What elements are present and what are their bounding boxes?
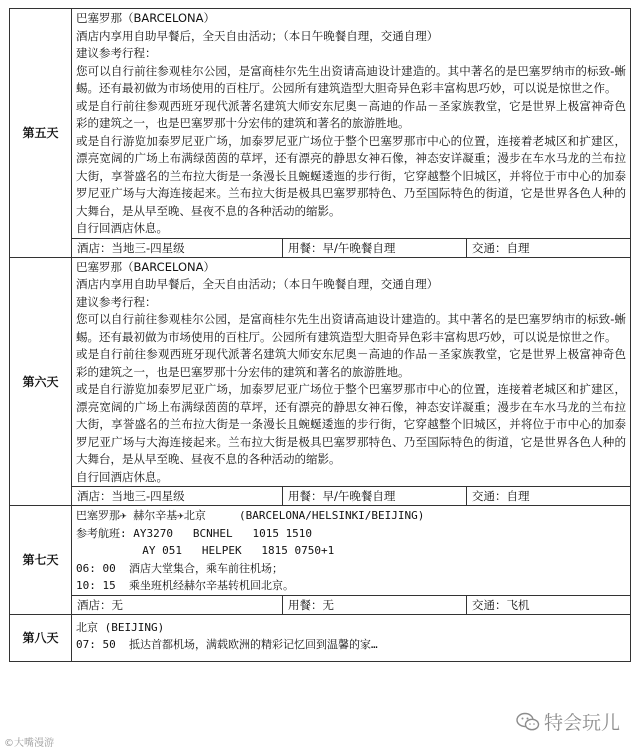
day-description — [72, 9, 630, 238]
meal-info: 用餐：早/午晚餐自理 — [283, 487, 467, 505]
day-content-cell — [72, 9, 631, 258]
itinerary-paragraph: 您可以自行前往参观桂尔公园，是富商桂尔先生出资请高迪设计建造的。其中著名的是巴塞罗纳市的标致-蜥蜴。还有最初做为市场使用的百柱厅。公园所有建筑造型大胆奇异色彩丰富构思巧妙，可以说是惊世之作。 — [76, 63, 626, 95]
itinerary-line: 酒店内享用自助早餐后，全天自由活动；（本日午晚餐自理，交通自理） — [76, 277, 439, 291]
day-label: 第五天 — [10, 9, 72, 258]
flight-line: 参考航班: AY3270 BCNHEL 1015 1510 — [76, 526, 313, 540]
day-description — [72, 506, 630, 595]
watermark-text-right: 特会玩儿 — [544, 712, 621, 734]
day-content-cell — [72, 257, 631, 506]
day-description — [72, 258, 630, 487]
itinerary-paragraph: 或是自行游览加泰罗尼亚广场，加泰罗尼亚广场位于整个巴塞罗那市中心的位置，连接着老城区和扩建区，漂亮宽阔的广场上布满绿茵茵的草坪，还有漂亮的静思女神石像，神态安详凝重；漫步在车水马龙的兰布拉大街，享誉盛名的兰布拉大街是一条漫长且蜿蜒逶迤的步行街，它穿越整个旧城区，并将位于市中心的加泰罗尼亚广场与大海连接起来。兰布拉大街是极具巴塞罗那特色、乃至国际特色的街道，它是世界各色人种的大舞台，是从早至晚、昼夜不息的各种活动的缩影。 — [76, 133, 626, 218]
day-row — [10, 257, 631, 506]
schedule-line: 06: 00 酒店大堂集合，乘车前往机场； — [76, 561, 283, 575]
destination-title: 巴塞罗那（BARCELONA） — [76, 259, 215, 274]
itinerary-line: 酒店内享用自助早餐后，全天自由活动；（本日午晚餐自理，交通自理） — [76, 28, 439, 43]
day-label: 第八天 — [10, 614, 72, 661]
hotel-info: 酒店：当地三-四星级 — [72, 239, 283, 257]
watermark-text-left: ©大嘴漫游 — [4, 738, 54, 749]
day-footer — [72, 238, 630, 257]
transport-info: 交通：自理 — [472, 489, 530, 503]
schedule-line: 07: 50 抵达首都机场，满载欧洲的精彩记忆回到温馨的家… — [76, 638, 378, 651]
route-title: 巴塞罗那✈ 赫尔辛基✈北京 (BARCELONA/HELSINKI/BEIJING) — [76, 509, 425, 522]
day-content-cell — [72, 506, 631, 615]
day-description — [72, 615, 630, 654]
day-content-cell — [72, 614, 631, 661]
destination-title: 巴塞罗那（BARCELONA） — [76, 11, 215, 25]
day-footer — [72, 486, 630, 505]
itinerary-paragraph: 或是自行前往参观西班牙现代派著名建筑大师安东尼奥－高迪的作品－圣家族教堂，它是世界上极富神奇色彩的建筑之一，也是巴塞罗那十分宏伟的建筑和著名的旅游胜地。 — [76, 98, 626, 130]
itinerary-table — [9, 8, 631, 662]
itinerary-paragraph: 或是自行游览加泰罗尼亚广场，加泰罗尼亚广场位于整个巴塞罗那市中心的位置，连接着老城区和扩建区，漂亮宽阔的广场上布满绿茵茵的草坪，还有漂亮的静思女神石像，神态安详凝重；漫步在车水马龙的兰布拉大街，享誉盛名的兰布拉大街是一条漫长且蜿蜒逶迤的步行街，它穿越整个旧城区，并将位于市中心的加泰罗尼亚广场与大海连接起来。兰布拉大街是极具巴塞罗那特色、乃至国际特色的街道，它是世界各色人种的大舞台，是从早至晚、昼夜不息的各种活动的缩影。 — [76, 382, 626, 466]
meal-info: 用餐：早/午晚餐自理 — [283, 239, 467, 257]
itinerary-line: 自行回酒店休息。 — [76, 221, 168, 235]
transport-info: 交通：自理 — [472, 240, 530, 255]
day-row — [10, 9, 631, 258]
watermark-wechat — [516, 708, 620, 735]
itinerary-paragraph: 或是自行前往参观西班牙现代派著名建筑大师安东尼奥－高迪的作品－圣家族教堂，它是世界上极富神奇色彩的建筑之一，也是巴塞罗那十分宏伟的建筑和著名的旅游胜地。 — [76, 347, 626, 379]
day-footer — [72, 595, 630, 614]
itinerary-line: 自行回酒店休息。 — [76, 469, 168, 484]
itinerary-line: 建议参考行程： — [76, 46, 157, 60]
destination-title: 北京 (BEIJING) — [76, 620, 165, 634]
itinerary-paragraph: 您可以自行前往参观桂尔公园，是富商桂尔先生出资请高迪设计建造的。其中著名的是巴塞罗纳市的标致-蜥蜴。还有最初做为市场使用的百柱厅。公园所有建筑造型大胆奇异色彩丰富构思巧妙，可以说是惊世之作。 — [76, 312, 626, 344]
itinerary-line: 建议参考行程： — [76, 294, 157, 309]
day-row — [10, 506, 631, 615]
schedule-line: 10: 15 乘坐班机经赫尔辛基转机回北京。 — [76, 579, 294, 592]
day-label: 第六天 — [10, 257, 72, 506]
hotel-info: 酒店：当地三-四星级 — [72, 487, 283, 505]
transport-info: 交通：飞机 — [472, 597, 530, 612]
meal-info: 用餐：无 — [283, 596, 467, 614]
hotel-info: 酒店：无 — [72, 596, 283, 614]
day-row — [10, 614, 631, 661]
wechat-logo-icon — [516, 712, 540, 732]
flight-line: AY 051 HELPEK 1815 0750+1 — [76, 544, 335, 557]
day-label: 第七天 — [10, 506, 72, 615]
